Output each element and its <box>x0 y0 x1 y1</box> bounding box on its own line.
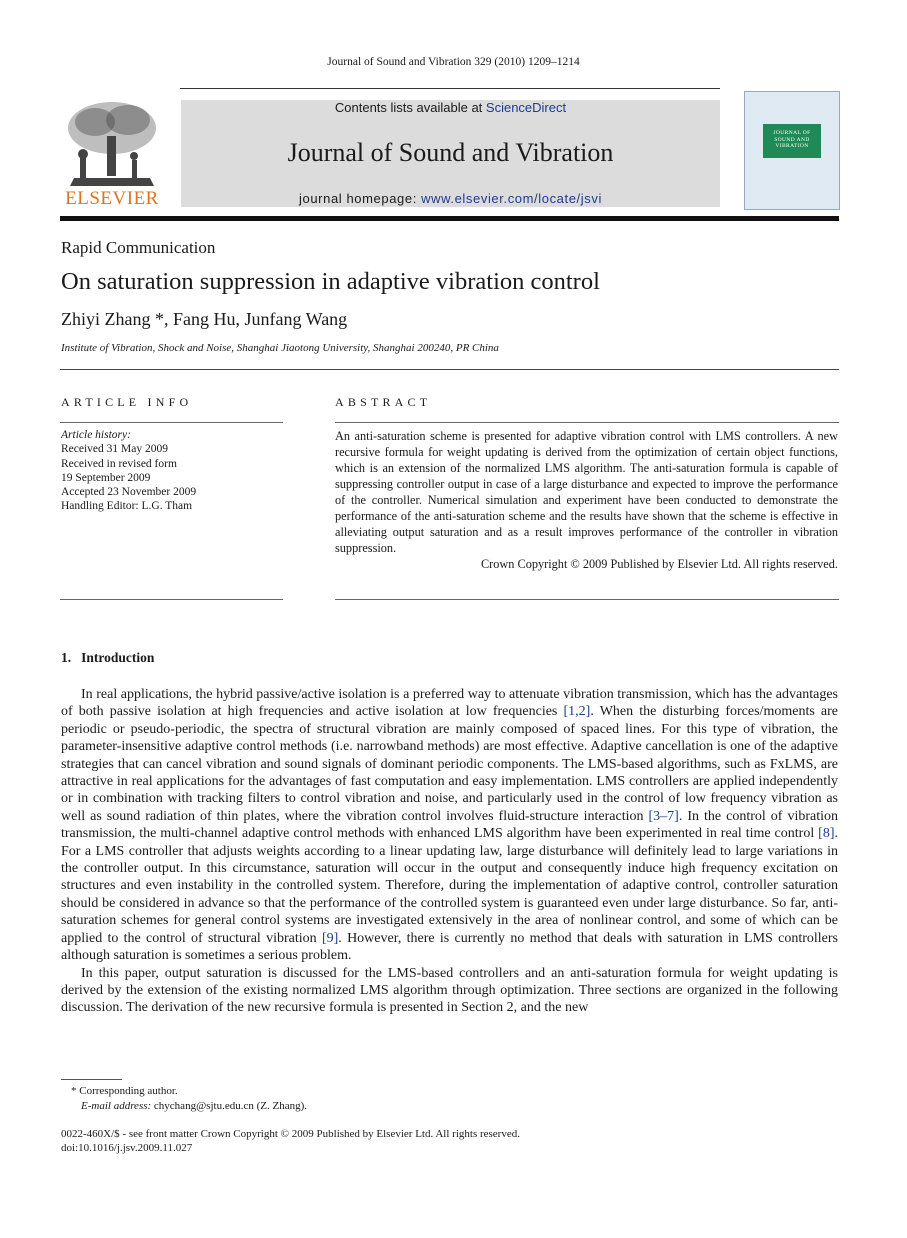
homepage-prefix: journal homepage: <box>299 191 422 206</box>
abstract-body <box>335 428 838 572</box>
section-heading <box>61 650 164 666</box>
text-run: . In the control of vibration transmission, the multi-channel adaptive control methods with enhanced LMS algorithm have been experimented in real time control <box>61 808 838 842</box>
authors: Zhiyi Zhang *, Fang Hu, Junfang Wang <box>61 309 348 329</box>
email-label: E-mail address: <box>81 1100 152 1112</box>
contents-line <box>181 100 720 115</box>
cover-title: JOURNAL OF SOUND AND VIBRATION <box>773 130 811 149</box>
article-title: On saturation suppression in adaptive vibration control <box>61 268 600 295</box>
history-item: Received 31 May 2009 <box>61 443 168 456</box>
history-item: Accepted 23 November 2009 <box>61 486 197 499</box>
abstract-rule-bottom <box>335 599 839 600</box>
footnote-rule <box>61 1079 122 1080</box>
footer-copyright: 0022-460X/$ - see front matter Crown Copyright © 2009 Published by Elsevier Ltd. All rights reserved. <box>61 1128 520 1140</box>
abstract-heading: ABSTRACT <box>335 395 432 409</box>
footnote-corresponding: * Corresponding author. <box>71 1085 178 1097</box>
article-info-rule-top <box>60 422 283 423</box>
text-run: In real applications, the hybrid passive/active isolation is a preferred way to attenuate vibration transmission, which has the advantages of both passive isolation at high frequencies and active isolation at low frequencies <box>61 687 838 720</box>
journal-banner <box>181 100 720 207</box>
text-run: . However, there is currently no method that deals with saturation in LMS controllers although saturation is sometimes a serious problem. <box>61 930 839 964</box>
footnote-email <box>61 1099 307 1114</box>
masthead-rule <box>60 216 839 221</box>
homepage-link[interactable]: www.elsevier.com/locate/jsvi <box>421 191 602 206</box>
article-info-rule-bottom <box>60 599 283 600</box>
body-text <box>61 686 838 1017</box>
abstract-text: An anti-saturation scheme is presented for adaptive vibration control with LMS controllers. A new recursive formula for weight updating is derived from the optimization of certain object functions, which is an extension of the normalized LMS algorithm. The anti-saturation formula is capable of suppressing controller output in case of a large disturbance and expected to improve the performance of the controller. Numerical simulation and experiment have been conducted to demonstrate the performance of the anti-saturation scheme and the results have shown that the scheme is effective in alleviating output saturation and as a result improves performance of the controller in vibration suppression. <box>335 429 838 555</box>
history-label: Article history: <box>61 429 131 441</box>
section-number: 1. <box>61 650 72 665</box>
running-head: Journal of Sound and Vibration 329 (2010) 1209–1214 <box>327 56 580 68</box>
history-item: Received in revised form <box>61 457 177 470</box>
paragraph-2: In this paper, output saturation is discussed for the LMS-based controllers and an anti-saturation formula for weight updating is derived by the extension of the existing normalized LMS algorithm through optimization. Three sections are organized in the following discussion. The derivation of the new recursive formula is presented in Section 2, and the new <box>61 965 838 1016</box>
page-footer <box>61 1127 520 1155</box>
citation-link[interactable]: [9] <box>321 930 339 946</box>
abstract-copyright: Crown Copyright © 2009 Published by Elsevier Ltd. All rights reserved. <box>480 557 838 571</box>
abstract-rule-top <box>335 422 839 423</box>
journal-title: Journal of Sound and Vibration <box>287 138 614 167</box>
contents-prefix: Contents lists available at <box>334 100 486 115</box>
citation-link[interactable]: [1,2] <box>563 704 591 720</box>
article-info-heading: ARTICLE INFO <box>61 395 193 409</box>
sciencedirect-link[interactable]: ScienceDirect <box>485 100 567 115</box>
homepage-line <box>181 191 720 206</box>
title-rule <box>60 369 839 370</box>
text-run: . For a LMS controller that adjusts weights according to a linear updating law, large disturbance will definitely lead to large variations in the controller output. In this circumstance, saturation will occur in the output and consequently induce high frequency excitation on structures and even instability in the controlled system. Therefore, during the implementation of adaptive control, controller saturation should be considered in advance so that the performance of the controlled system is guaranteed even under large disturbance. So far, anti-saturation schemes for general control systems are investigated extensively in the area of nonlinear control, and some of which can be applied to the control of structural vibration <box>61 826 838 946</box>
elsevier-logo[interactable] <box>60 98 164 210</box>
header-rule <box>180 88 720 89</box>
journal-cover-thumbnail[interactable] <box>744 91 840 210</box>
paragraph-1 <box>61 686 838 965</box>
citation-link[interactable]: [8] <box>818 826 835 842</box>
footnote <box>61 1084 307 1114</box>
elsevier-tree-icon <box>60 98 164 190</box>
text-run: . When the disturbing forces/moments are periodic or pseudo-periodic, the spectra of structural vibration are mainly composed of spaced lines. For this type of vibration, the parameter-insensitive adaptive control methods (i.e. narrowband methods) are most effective. Adaptive cancellation is one of the adaptive strategies that can cancel vibration and sound signals of dominant periodic components. The LMS-based algorithms, such as FxLMS, are attractive in real applications for the advantages of fast computation and easy implementation. LMS controllers are applied independently or in combination with tracking filters to control vibration and noise, and particularly used in the control of low frequency vibration as well as sound radiation of thin plates, where the vibration control involves fluid-structure interaction <box>61 704 838 824</box>
affiliation: Institute of Vibration, Shock and Noise, Shanghai Jiaotong University, Shanghai 200240, PR China <box>61 342 499 354</box>
footer-doi[interactable]: doi:10.1016/j.jsv.2009.11.027 <box>61 1142 193 1154</box>
cover-plate <box>763 124 821 158</box>
email-value[interactable]: chychang@sjtu.edu.cn (Z. Zhang). <box>151 1100 308 1112</box>
article-type: Rapid Communication <box>61 238 216 257</box>
citation-link[interactable]: [3–7] <box>648 808 679 824</box>
history-item: Handling Editor: L.G. Tham <box>61 500 193 513</box>
history-item: 19 September 2009 <box>61 471 151 484</box>
article-history <box>61 428 283 514</box>
elsevier-wordmark: ELSEVIER <box>65 188 159 209</box>
section-title: Introduction <box>81 650 155 665</box>
